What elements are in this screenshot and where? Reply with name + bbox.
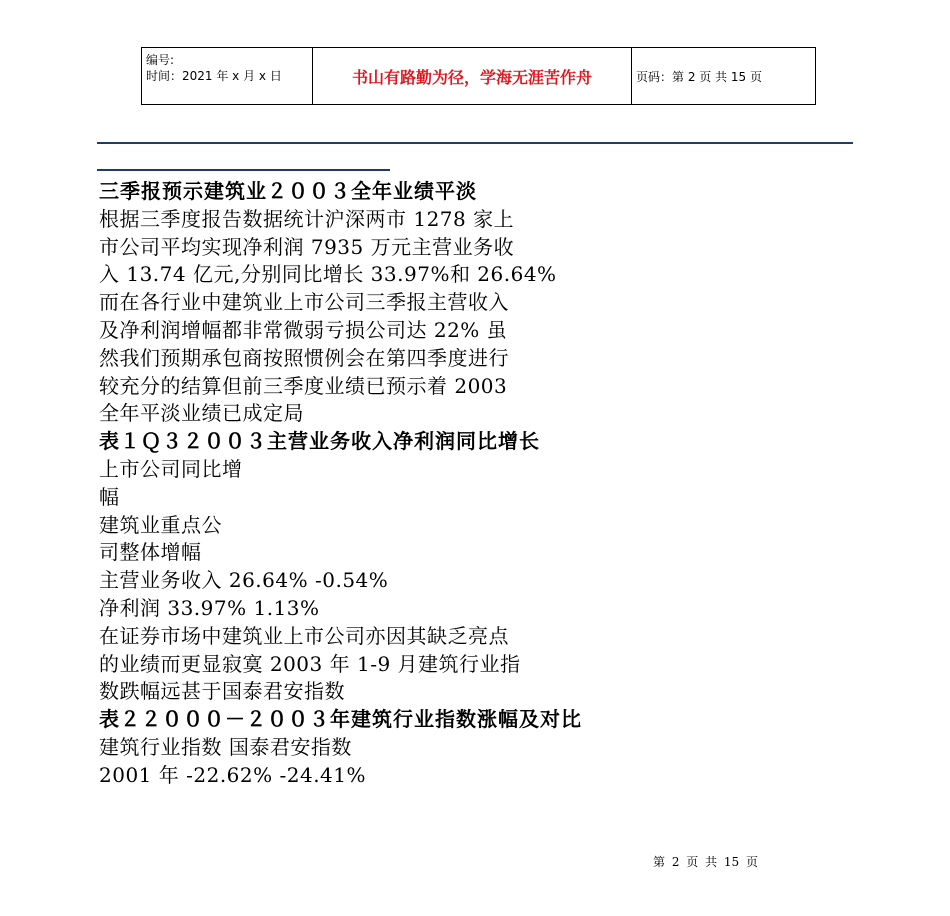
body-text-line: 建筑业重点公 (99, 512, 222, 537)
body-text-line: 数跌幅远甚于国泰君安指数 (99, 679, 345, 704)
document-number-label: 编号: (146, 53, 175, 67)
section-heading: 三季报预示建筑业２００３全年业绩平淡 (99, 179, 477, 203)
body-text-line: 入 13.74 亿元,分别同比增长 33.97%和 26.64% (99, 262, 557, 287)
page-footer: 第 2 页 共 15 页 (653, 855, 758, 869)
body-text-line: 较充分的结算但前三季度业绩已预示着 2003 (99, 373, 508, 398)
section-heading: 表２２０００－２００３年建筑行业指数涨幅及对比 (99, 707, 582, 732)
document-time-label: 时间：2021 年 x 月 x 日 (146, 69, 282, 83)
body-text-line: 市公司平均实现净利润 7935 万元主营业务收 (99, 234, 515, 259)
header-table (141, 47, 816, 105)
body-text-line: 然我们预期承包商按照惯例会在第四季度进行 (99, 345, 509, 370)
body-text-line: 根据三季度报告数据统计沪深两市 1278 家上 (99, 206, 515, 231)
header-page-code: 页码：第 2 页 共 15 页 (632, 48, 816, 105)
body-text-line: 主营业务收入 26.64% -0.54% (99, 568, 389, 593)
body-text-line: 全年平淡业绩已成定局 (99, 401, 304, 426)
body-text-line: 的业绩而更显寂寞 2003 年 1-9 月建筑行业指 (99, 651, 521, 676)
header-motto: 书山有路勤为径，学海无涯苦作舟 (313, 48, 632, 105)
header-meta-cell (142, 48, 313, 105)
body-text-line: 而在各行业中建筑业上市公司三季报主营收入 (99, 290, 509, 315)
horizontal-rule-long (97, 142, 853, 144)
body-text-line: 净利润 33.97% 1.13% (99, 595, 320, 620)
body-text-line: 2001 年 -22.62% -24.41% (99, 762, 367, 787)
section-heading: 表１Ｑ３２００３主营业务收入净利润同比增长 (99, 429, 540, 454)
body-text-line: 幅 (99, 484, 120, 509)
body-text-line: 在证券市场中建筑业上市公司亦因其缺乏亮点 (99, 623, 509, 648)
body-text-line: 司整体增幅 (99, 540, 202, 565)
body-text-line: 上市公司同比增 (99, 456, 243, 481)
body-text-line: 建筑行业指数 国泰君安指数 (99, 734, 352, 759)
body-text-line: 及净利润增幅都非常微弱亏损公司达 22% 虽 (99, 317, 508, 342)
horizontal-rule-short (97, 169, 390, 171)
document-body (99, 178, 719, 790)
